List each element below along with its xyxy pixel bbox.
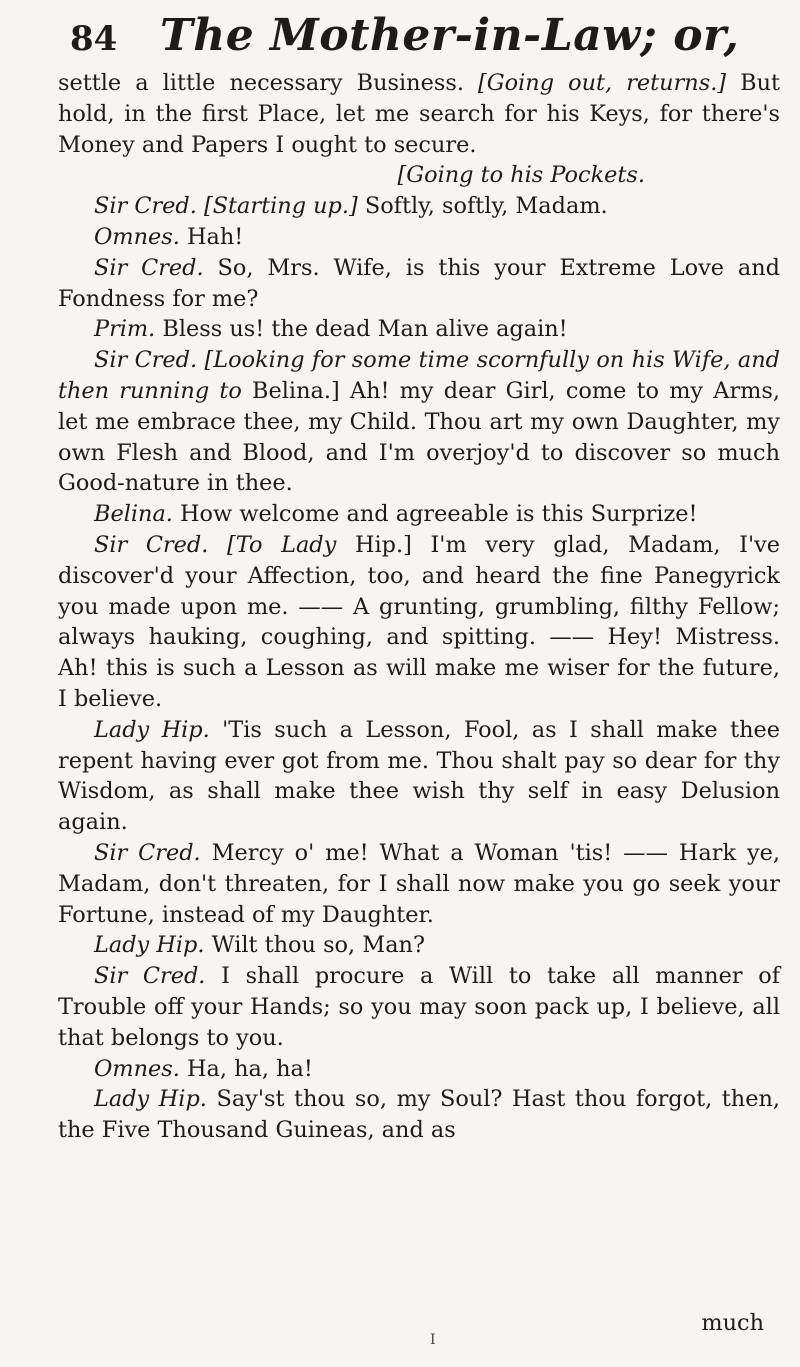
speech — [58, 930, 780, 961]
speech — [58, 222, 780, 253]
speech-text: Hah! — [187, 223, 244, 250]
speech — [58, 499, 780, 530]
speech — [58, 253, 780, 315]
speech — [58, 191, 780, 222]
speech-text: Bless us! the dead Man alive again! — [162, 316, 568, 343]
speech — [58, 530, 780, 715]
speech — [58, 1084, 780, 1146]
stage-direction: [Looking for some time scornfully on his Wife, and then running to — [58, 347, 780, 404]
stage-direction: [Starting up.] — [203, 193, 358, 220]
speaker: Sir Cred. — [94, 254, 218, 281]
speaker: Lady Hip. — [94, 1086, 217, 1113]
speech-text: How welcome and agreeable is this Surprize! — [180, 501, 698, 528]
stage-direction-name: Belina.] — [252, 377, 340, 404]
speaker: Sir Cred. — [94, 963, 222, 990]
speaker: Sir Cred. — [94, 531, 228, 558]
stage-direction-name: Hip.] — [354, 531, 412, 558]
speech-text: Mercy o' me! What a Woman 'tis! —— Hark ye, Madam, don't threaten, for I shall now make you go seek your Fortune, instead of my Daughter. — [58, 839, 780, 928]
stage-direction-line — [58, 160, 780, 191]
speech-text: Say'st thou so, my Soul? Hast thou forgot, then, the Five Thousand Guineas, and as — [58, 1086, 780, 1144]
speech — [58, 345, 780, 499]
speech-text: Ha, ha, ha! — [187, 1055, 313, 1082]
text-line: settle a little necessary Business. — [58, 70, 479, 96]
speech-text: Wilt thou so, Man? — [211, 932, 425, 959]
speaker: Omnes. — [94, 1055, 187, 1082]
speaker: Sir Cred. — [94, 347, 205, 374]
speech — [58, 1054, 780, 1085]
stage-direction: [Going to his Pockets. — [397, 162, 645, 189]
speech-text: 'Tis such a Lesson, Fool, as I shall make thee repent having ever got from me. Thou shalt pay so dear for thy Wisdom, as shall make thee wish thy self in easy Delusion again. — [58, 716, 780, 836]
speaker: Sir Cred. — [94, 193, 204, 220]
speech — [58, 961, 780, 1053]
running-title: The Mother-in-Law; or, — [160, 10, 740, 61]
speech-text: I'm very glad, Madam, I've discover'd your Affection, too, and heard the fine Panegyrick you made upon me. —— A grunting, grumbling, filthy Fellow; always hauking, coughing, and spitting. —— Hey! Mistress. Ah! this is such a Lesson as will make me wiser for the future, I believe. — [58, 531, 780, 712]
speech-text: Softly, softly, Madam. — [357, 193, 608, 220]
speaker: Omnes. — [94, 223, 187, 250]
catchword: much — [701, 1310, 764, 1336]
stage-direction: [To Lady — [227, 531, 355, 558]
speech — [58, 715, 780, 838]
speaker: Prim. — [94, 316, 163, 343]
text-line: But hold, in the first Place, let me search for his Keys, for there's Money and Papers I ought to secure. — [58, 70, 780, 158]
speaker: Sir Cred. — [94, 839, 212, 866]
speech — [58, 314, 780, 345]
page-body — [58, 68, 780, 1146]
speaker: Lady Hip. — [94, 716, 223, 743]
speech-text: I shall procure a Will to take all manner of Trouble off your Hands; so you may soon pack up, I believe, all that belongs to you. — [58, 963, 780, 1051]
signature-mark: I — [430, 1332, 436, 1348]
speech — [58, 838, 780, 930]
running-header — [70, 10, 770, 74]
speaker: Lady Hip. — [94, 932, 212, 959]
speech-text: Ah! my dear Girl, come to my Arms, let me embrace thee, my Child. Thou art my own Daughter, my own Flesh and Blood, and I'm overjoy'd to discover so much Good-nature in thee. — [58, 377, 780, 497]
speech-text: So, Mrs. Wife, is this your Extreme Love and Fondness for me? — [58, 254, 780, 312]
speaker: Belina. — [94, 501, 181, 528]
paragraph — [58, 68, 780, 160]
stage-direction: [Going out, returns.] — [478, 70, 727, 96]
page-number: 84 — [70, 19, 118, 59]
